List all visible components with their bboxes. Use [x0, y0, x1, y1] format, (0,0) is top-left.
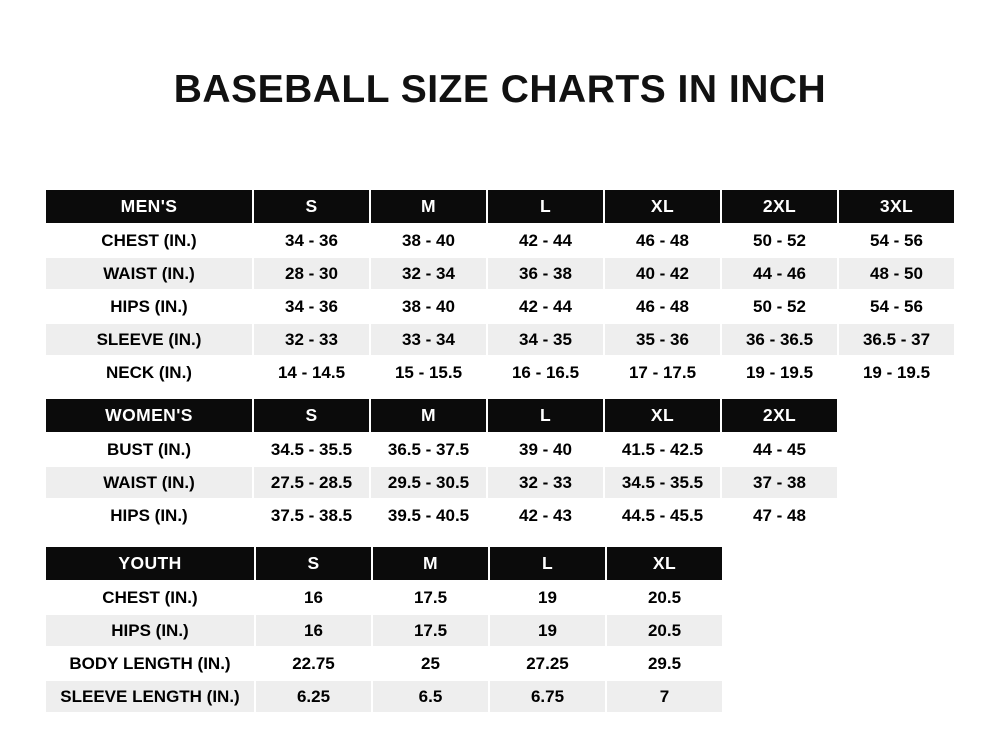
table-row — [45, 680, 723, 713]
column-header-s: S — [253, 189, 370, 224]
cell-value: 44.5 - 45.5 — [604, 499, 721, 532]
cell-value: 36 - 36.5 — [721, 323, 838, 356]
row-label: HIPS (IN.) — [45, 290, 253, 323]
table-row — [45, 433, 838, 466]
cell-value: 14 - 14.5 — [253, 356, 370, 389]
cell-value: 19 - 19.5 — [721, 356, 838, 389]
table-row — [45, 581, 723, 614]
cell-value: 46 - 48 — [604, 290, 721, 323]
cell-value: 17 - 17.5 — [604, 356, 721, 389]
cell-value: 7 — [606, 680, 723, 713]
cell-value: 20.5 — [606, 581, 723, 614]
cell-value: 39.5 - 40.5 — [370, 499, 487, 532]
table-row — [45, 224, 955, 257]
cell-value: 29.5 - 30.5 — [370, 466, 487, 499]
cell-value: 38 - 40 — [370, 224, 487, 257]
cell-value: 38 - 40 — [370, 290, 487, 323]
cell-value: 17.5 — [372, 614, 489, 647]
row-label: SLEEVE (IN.) — [45, 323, 253, 356]
row-label: WAIST (IN.) — [45, 257, 253, 290]
womens-size-chart — [44, 397, 839, 533]
table-header-row — [45, 398, 838, 433]
column-header-s: S — [255, 546, 372, 581]
row-label: SLEEVE LENGTH (IN.) — [45, 680, 255, 713]
column-header-m: M — [370, 189, 487, 224]
cell-value: 28 - 30 — [253, 257, 370, 290]
cell-value: 42 - 43 — [487, 499, 604, 532]
cell-value: 15 - 15.5 — [370, 356, 487, 389]
cell-value: 37 - 38 — [721, 466, 838, 499]
column-header-xl: XL — [604, 398, 721, 433]
column-header-s: S — [253, 398, 370, 433]
cell-value: 32 - 33 — [253, 323, 370, 356]
cell-value: 32 - 33 — [487, 466, 604, 499]
cell-value: 16 — [255, 581, 372, 614]
cell-value: 25 — [372, 647, 489, 680]
cell-value: 39 - 40 — [487, 433, 604, 466]
cell-value: 27.5 - 28.5 — [253, 466, 370, 499]
row-label: HIPS (IN.) — [45, 499, 253, 532]
column-header-xl: XL — [606, 546, 723, 581]
column-header-2xl: 2XL — [721, 398, 838, 433]
cell-value: 35 - 36 — [604, 323, 721, 356]
cell-value: 34.5 - 35.5 — [604, 466, 721, 499]
cell-value: 44 - 46 — [721, 257, 838, 290]
mens-chart-title: MEN'S — [45, 189, 253, 224]
cell-value: 29.5 — [606, 647, 723, 680]
cell-value: 19 — [489, 581, 606, 614]
cell-value: 16 - 16.5 — [487, 356, 604, 389]
column-header-l: L — [489, 546, 606, 581]
row-label: BUST (IN.) — [45, 433, 253, 466]
cell-value: 50 - 52 — [721, 224, 838, 257]
cell-value: 37.5 - 38.5 — [253, 499, 370, 532]
table-row — [45, 323, 955, 356]
cell-value: 34 - 36 — [253, 224, 370, 257]
cell-value: 17.5 — [372, 581, 489, 614]
cell-value: 19 - 19.5 — [838, 356, 955, 389]
youth-chart-header — [45, 546, 723, 581]
column-header-l: L — [487, 398, 604, 433]
table-row — [45, 290, 955, 323]
cell-value: 19 — [489, 614, 606, 647]
womens-chart-title: WOMEN'S — [45, 398, 253, 433]
cell-value: 42 - 44 — [487, 224, 604, 257]
youth-size-chart — [44, 545, 724, 714]
cell-value: 32 - 34 — [370, 257, 487, 290]
mens-chart-header — [45, 189, 955, 224]
cell-value: 6.25 — [255, 680, 372, 713]
table-header-row — [45, 189, 955, 224]
column-header-3xl: 3XL — [838, 189, 955, 224]
column-header-xl: XL — [604, 189, 721, 224]
cell-value: 36.5 - 37.5 — [370, 433, 487, 466]
table-row — [45, 257, 955, 290]
youth-chart-title: YOUTH — [45, 546, 255, 581]
cell-value: 44 - 45 — [721, 433, 838, 466]
row-label: HIPS (IN.) — [45, 614, 255, 647]
cell-value: 16 — [255, 614, 372, 647]
cell-value: 47 - 48 — [721, 499, 838, 532]
row-label: CHEST (IN.) — [45, 581, 255, 614]
row-label: WAIST (IN.) — [45, 466, 253, 499]
cell-value: 42 - 44 — [487, 290, 604, 323]
column-header-2xl: 2XL — [721, 189, 838, 224]
cell-value: 34.5 - 35.5 — [253, 433, 370, 466]
column-header-m: M — [372, 546, 489, 581]
cell-value: 36.5 - 37 — [838, 323, 955, 356]
table-row — [45, 499, 838, 532]
table-row — [45, 466, 838, 499]
table-row — [45, 647, 723, 680]
cell-value: 34 - 36 — [253, 290, 370, 323]
cell-value: 33 - 34 — [370, 323, 487, 356]
cell-value: 36 - 38 — [487, 257, 604, 290]
cell-value: 20.5 — [606, 614, 723, 647]
row-label: BODY LENGTH (IN.) — [45, 647, 255, 680]
cell-value: 27.25 — [489, 647, 606, 680]
row-label: NECK (IN.) — [45, 356, 253, 389]
column-header-m: M — [370, 398, 487, 433]
cell-value: 40 - 42 — [604, 257, 721, 290]
mens-size-chart — [44, 188, 956, 390]
cell-value: 46 - 48 — [604, 224, 721, 257]
cell-value: 50 - 52 — [721, 290, 838, 323]
cell-value: 6.75 — [489, 680, 606, 713]
cell-value: 6.5 — [372, 680, 489, 713]
cell-value: 54 - 56 — [838, 224, 955, 257]
cell-value: 41.5 - 42.5 — [604, 433, 721, 466]
table-header-row — [45, 546, 723, 581]
cell-value: 22.75 — [255, 647, 372, 680]
row-label: CHEST (IN.) — [45, 224, 253, 257]
womens-chart-header — [45, 398, 838, 433]
cell-value: 48 - 50 — [838, 257, 955, 290]
cell-value: 34 - 35 — [487, 323, 604, 356]
table-row — [45, 356, 955, 389]
page-title: BASEBALL SIZE CHARTS IN INCH — [173, 68, 827, 111]
table-row — [45, 614, 723, 647]
column-header-l: L — [487, 189, 604, 224]
cell-value: 54 - 56 — [838, 290, 955, 323]
